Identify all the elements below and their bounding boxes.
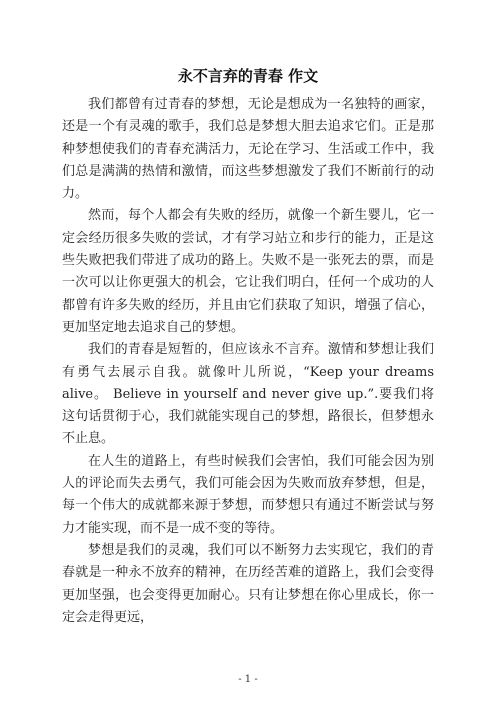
paragraph-5: 梦想是我们的灵魂，我们可以不断努力去实现它，我们的青春就是一种永不放弃的精神，在历经苦难的道路上，我们会变得更加坚强，也会变得更加耐心。只有让梦想在你心里成长，你一定会走得更远， [62, 542, 434, 625]
page-number: - 1 - [238, 674, 258, 685]
document-title: 永不言弃的青春 作文 [177, 67, 319, 85]
paragraph-2: 然而，每个人都会有失败的经历，就像一个新生婴儿，它一定会经历很多失败的尝试，才有学习站立和步行的能力，正是这些失败把我们带进了成功的路上。失败不是一张死去的票，而是一次可以让你更强大的机会，它让我们明白，任何一个成功的人都曾有许多失败的经历，并且由它们获取了知识，增强了信心，更加坚定地去追求自己的梦想。 [62, 208, 434, 335]
paragraph-3: 我们的青春是短暂的，但应该永不言弃。激情和梦想让我们有勇气去展示自我。就像叶儿所说，“Keep your dreams alive。 Believe in yourself and never give up.”.要我们将这句话贯彻于心，我们就能实现自己的梦想，路很长，但梦想永不止息。 [62, 342, 434, 447]
paragraph-4: 在人生的道路上，有些时候我们会害怕，我们可能会因为别人的评论而失去勇气，我们可能会因为失败而放弃梦想，但是，每一个伟大的成就都来源于梦想，而梦想只有通过不断尝试与努力才能实现，而不是一成不变的等待。 [62, 453, 434, 536]
document-body [62, 94, 434, 629]
paragraph-1: 我们都曾有过青春的梦想，无论是想成为一名独特的画家，还是一个有灵魂的歌手，我们总是梦想大胆去追求它们。正是那种梦想使我们的青春充满活力，无论在学习、生活或工作中，我们总是满满的热情和激情，而这些梦想激发了我们不断前行的动力。 [62, 97, 434, 202]
